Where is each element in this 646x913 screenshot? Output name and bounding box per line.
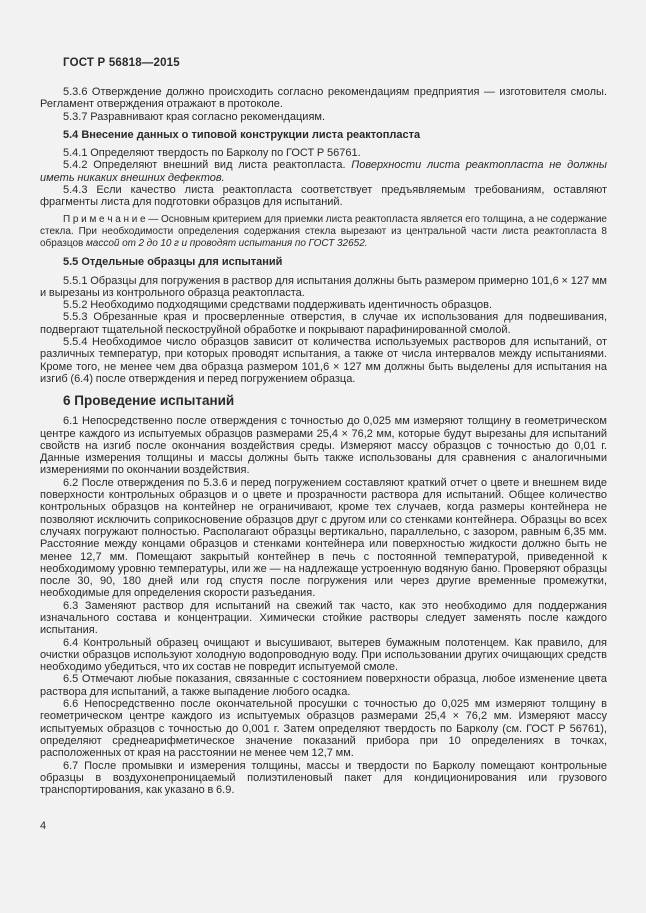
text-segment: 6.5 Отмечают любые показания, связанные с состоянием поверхности образца, любое изменение цвета раствора для испытаний, а также выпадение любого осадка. bbox=[40, 673, 607, 698]
paragraph bbox=[40, 147, 607, 159]
text-segment: 5.4.2 Определяют внешний вид листа реактопласта. bbox=[63, 159, 352, 172]
text-segment: 5.5.3 Обрезанные края и просверленные отверстия, в случае их использования для подвешивания, подвергают тщательной пескоструйной обработке и покрывают парафинированной смолой. bbox=[40, 311, 607, 336]
paragraph bbox=[40, 760, 607, 797]
chapter-heading bbox=[40, 393, 607, 409]
text-segment: 5.5.2 Необходимо подходящими средствами поддерживать идентичность образцов. bbox=[63, 299, 493, 312]
text-segment: 5.3.7 Разравнивают края согласно рекомендациям. bbox=[63, 110, 326, 123]
text-segment: 6.7 После промывки и измерения толщины, массы и твердости по Барколу помещают контрольные образцы в воздухонепроницаемый полиэтиленовый пакет для кондиционирования или грузового транспортирования, как указано в 6.9. bbox=[40, 759, 607, 797]
text-segment: 5.4.3 Если качество листа реактопласта соответствует предъявляемым требованиям, оставляют фрагменты листа для подготовки образцов для испытаний. bbox=[40, 184, 607, 209]
note-paragraph bbox=[40, 214, 607, 251]
paragraph bbox=[40, 477, 607, 600]
paragraph bbox=[40, 299, 607, 311]
section-heading bbox=[40, 129, 607, 141]
paragraph bbox=[40, 415, 607, 476]
text-segment: 6 Проведение испытаний bbox=[63, 393, 235, 409]
paragraph bbox=[40, 111, 607, 123]
paragraph bbox=[40, 600, 607, 637]
text-segment: 6.6 Непосредственно после окончательной просушки с точностью до 0,025 мм измеряют толщину в геометрическом центре каждого из испытуемых образцов размерами 25,4 × 76,2 мм. Измеряют массу испытуемых образцов с точностью до 0,001 г. Затем определяют твердость по Барколу (см. ГОСТ Р 56761), определяют среднеарифметическое значение показаний прибора при 10 определениях в точках, расположенных от края на расстоянии не менее чем 12,7 мм. bbox=[40, 698, 607, 760]
paragraph bbox=[40, 673, 607, 698]
paragraph bbox=[40, 637, 607, 674]
text-segment: П р и м е ч а н и е — Основным критерием для приемки листа реактопласта является его толщина, а не содержание стекла. При необходимости определения содержания стекла вырезают из центральной части листа реактопласта 8 образцов bbox=[40, 213, 607, 250]
section-heading bbox=[40, 256, 607, 268]
text-segment: 6.1 Непосредственно после отверждения с точностью до 0,025 мм измеряют толщину в геометрическом центре каждого из испытуемых образцов размерами 25,4 × 76,2 мм, которые будут вырезаны для испытаний свойств на изгиб после окончания воздействия среды. Измеряют массу образцов с точностью до 0,01 г. Данные измерения толщины и массы должны быть также использованы для сравнения с аналогичными измерениями по окончании воздействия. bbox=[40, 415, 607, 477]
text-segment: 5.4 Внесение данных о типовой конструкции листа реактопласта bbox=[63, 128, 421, 141]
text-segment: 6.4 Контрольный образец очищают и высушивают, вытерев бумажным полотенцем. Как правило, для очистки образцов используют холодную водопроводную воду. При использовании других очищающих средств необходимо убедиться, что их состав не повредит испытуемой смоле. bbox=[40, 636, 607, 674]
paragraph bbox=[40, 159, 607, 184]
text-segment: 5.4.1 Определяют твердость по Барколу по ГОСТ Р 56761. bbox=[63, 147, 361, 160]
paragraph bbox=[40, 311, 607, 336]
text-segment: 5.5 Отдельные образцы для испытаний bbox=[63, 256, 283, 269]
text-segment: 6.3 Заменяют раствор для испытаний на свежий так часто, как это необходимо для поддержания изначального состава и концентрации. Химически стойкие растворы следует заменять после каждого испытания. bbox=[40, 599, 607, 637]
paragraph bbox=[40, 336, 607, 385]
paragraph bbox=[40, 698, 607, 759]
paragraph bbox=[40, 184, 607, 209]
doc-header-title: ГОСТ Р 56818—2015 bbox=[63, 57, 180, 69]
text-segment: 6.2 После отверждения по 5.3.6 и перед погружением составляют краткий отчет о цвете и внешнем виде поверхности контрольных образцов и о цвете и прозрачности раствора для испытаний. Общее количество контрольных образцов на контейнер не ограничивают, кроме тех случаев, когда размеры контейнера не позволяют исключить соприкосновение образцов друг с другом или со стенками контейнера. Образцы во всех случаях погружают полностью. Располагают образцы вертикально, параллельно, с зазором, равным 6,35 мм. Расстояние между концами образцов и стенками контейнера или поверхностью жидкости должно быть не менее 12,7 мм. Помещают закрытый контейнер в печь с постоянной температурой, приведенной к необходимому уровню температуры, или же — на надлежаще устроенную водяную баню. Проверяют образцы после 30, 90, 180 дней или год спустя после погружения или через другие временные промежутки, необходимые для определения скорости разъедания. bbox=[40, 476, 607, 600]
page-number: 4 bbox=[40, 820, 47, 832]
italic-text-segment: массой от 2 до 10 г и проводят испытания по ГОСТ 32652. bbox=[85, 238, 368, 250]
paragraph bbox=[40, 86, 607, 111]
text-segment: 5.3.6 Отверждение должно происходить согласно рекомендациям предприятия — изготовителя смолы. Регламент отверждения отражают в протоколе. bbox=[40, 86, 607, 111]
text-segment: 5.5.4 Необходимое число образцов зависит от количества используемых растворов для испытаний, от различных температур, при которых проводят испытания, а также от числа интервалов между испытаниями. Кроме того, не менее чем два образца размером 101,6 × 127 мм должны быть выделены для испытания на изгиб (6.4) после отверждения и перед погружением образца. bbox=[40, 336, 607, 385]
italic-text-segment: Поверхности листа реактопласта не должны иметь никаких внешних дефектов. bbox=[40, 159, 608, 184]
paragraph bbox=[40, 275, 607, 300]
text-segment: 5.5.1 Образцы для погружения в раствор для испытания должны быть размером примерно 101,6 × 127 мм и вырезаны из контрольного образца реактопласта. bbox=[40, 274, 607, 299]
doc-content bbox=[40, 86, 607, 796]
